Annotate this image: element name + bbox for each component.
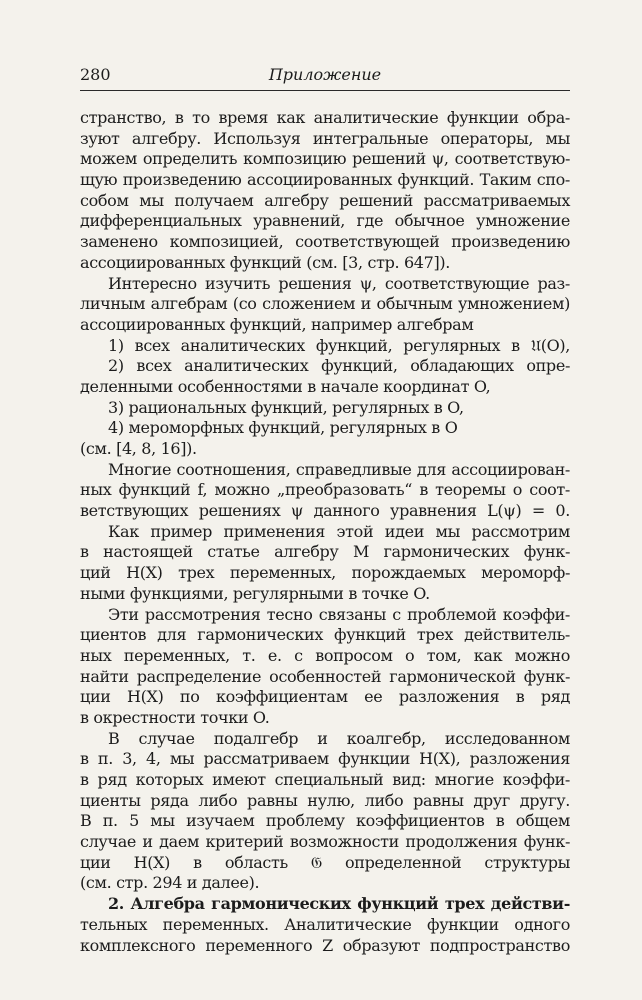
text-line: 2. Алгебра гармонических функций трех действи-	[108, 894, 570, 914]
text-line: Интересно изучить решения ψ, соответствующие раз-	[108, 273, 570, 293]
text-line: зуют алгебру. Используя интегральные операторы, мы	[80, 128, 570, 148]
text-line: ассоциированных функций (см. [3, стр. 647]).	[80, 252, 450, 272]
text-line: В случае подалгебр и коалгебр, исследованном	[108, 728, 570, 748]
text-line: комплексного переменного Z образуют подпространство	[80, 935, 570, 955]
text-line: 4) мероморфных функций, регулярных в O	[108, 418, 458, 438]
header-rule	[80, 90, 570, 91]
text-line: дифференциальных уравнений, где обычное умножение	[80, 211, 570, 231]
text-line: 1) всех аналитических функций, регулярных в 𝔘(O),	[108, 335, 570, 355]
text-line: найти распределение особенностей гармонической функ-	[80, 666, 570, 686]
text-line: в окрестности точки O.	[80, 707, 270, 727]
text-line: В п. 5 мы изучаем проблему коэффициентов в общем	[80, 811, 570, 831]
text-line: Многие соотношения, справедливые для ассоциирован-	[108, 459, 570, 479]
text-line: ций H(X) трех переменных, порождаемых мероморф-	[80, 563, 570, 583]
text-line: ных функций f, можно „преобразовать“ в теоремы о соот-	[80, 480, 570, 500]
text-line: Как пример применения этой идеи мы рассмотрим	[108, 521, 570, 541]
text-line: можем определить композицию решений ψ, соответствую-	[80, 149, 570, 169]
text-line: (см. [4, 8, 16]).	[80, 439, 197, 458]
text-line: случае и даем критерий возможности продолжения функ-	[80, 832, 570, 852]
text-line: деленными особенностями в начале координат O,	[80, 376, 491, 396]
page-number: 280	[80, 65, 111, 84]
text-line: тельных переменных. Аналитические функции одного	[80, 914, 570, 934]
page-body	[80, 108, 570, 956]
text-line: заменено композицией, соответствующей произведению	[80, 232, 570, 252]
text-line: 3) рациональных функций, регулярных в O,	[108, 397, 464, 417]
text-line: в ряд которых имеют специальный вид: многие коэффи-	[80, 770, 570, 789]
text-line: ными функциями, регулярными в точке O.	[80, 583, 430, 603]
page-header	[80, 64, 570, 86]
text-line: странство, в то время как аналитические функции обра-	[80, 108, 570, 127]
running-title: Приложение	[268, 65, 382, 84]
text-line: ции H(X) по коэффициентам ее разложения в ряд	[80, 687, 570, 707]
text-line: Эти рассмотрения тесно связаны с проблемой коэффи-	[108, 604, 570, 624]
text-line: 2) всех аналитических функций, обладающих опре-	[108, 356, 570, 376]
text-line: ветствующих решениях ψ данного уравнения L(ψ) = 0.	[80, 501, 570, 521]
text-line: собом мы получаем алгебру решений рассматриваемых	[80, 190, 570, 210]
text-line: личным алгебрам (со сложением и обычным умножением)	[80, 294, 570, 314]
text-line: в п. 3, 4, мы рассматриваем функции H(X), разложения	[80, 749, 570, 769]
text-line: циенты ряда либо равны нулю, либо равны друг другу.	[80, 790, 570, 810]
text-line: в настоящей статье алгебру M гармонических функ-	[80, 542, 570, 562]
text-line: щую произведению ассоциированных функций. Таким спо-	[80, 170, 570, 190]
text-line: ции H(X) в область 𝔊 определенной структуры	[80, 852, 570, 872]
text-line: ных переменных, т. е. с вопросом о том, как можно	[80, 645, 570, 665]
text-line: (см. стр. 294 и далее).	[80, 873, 260, 893]
text-line: ассоциированных функций, например алгебрам	[80, 314, 474, 334]
text-line: циентов для гармонических функций трех действитель-	[80, 625, 570, 645]
